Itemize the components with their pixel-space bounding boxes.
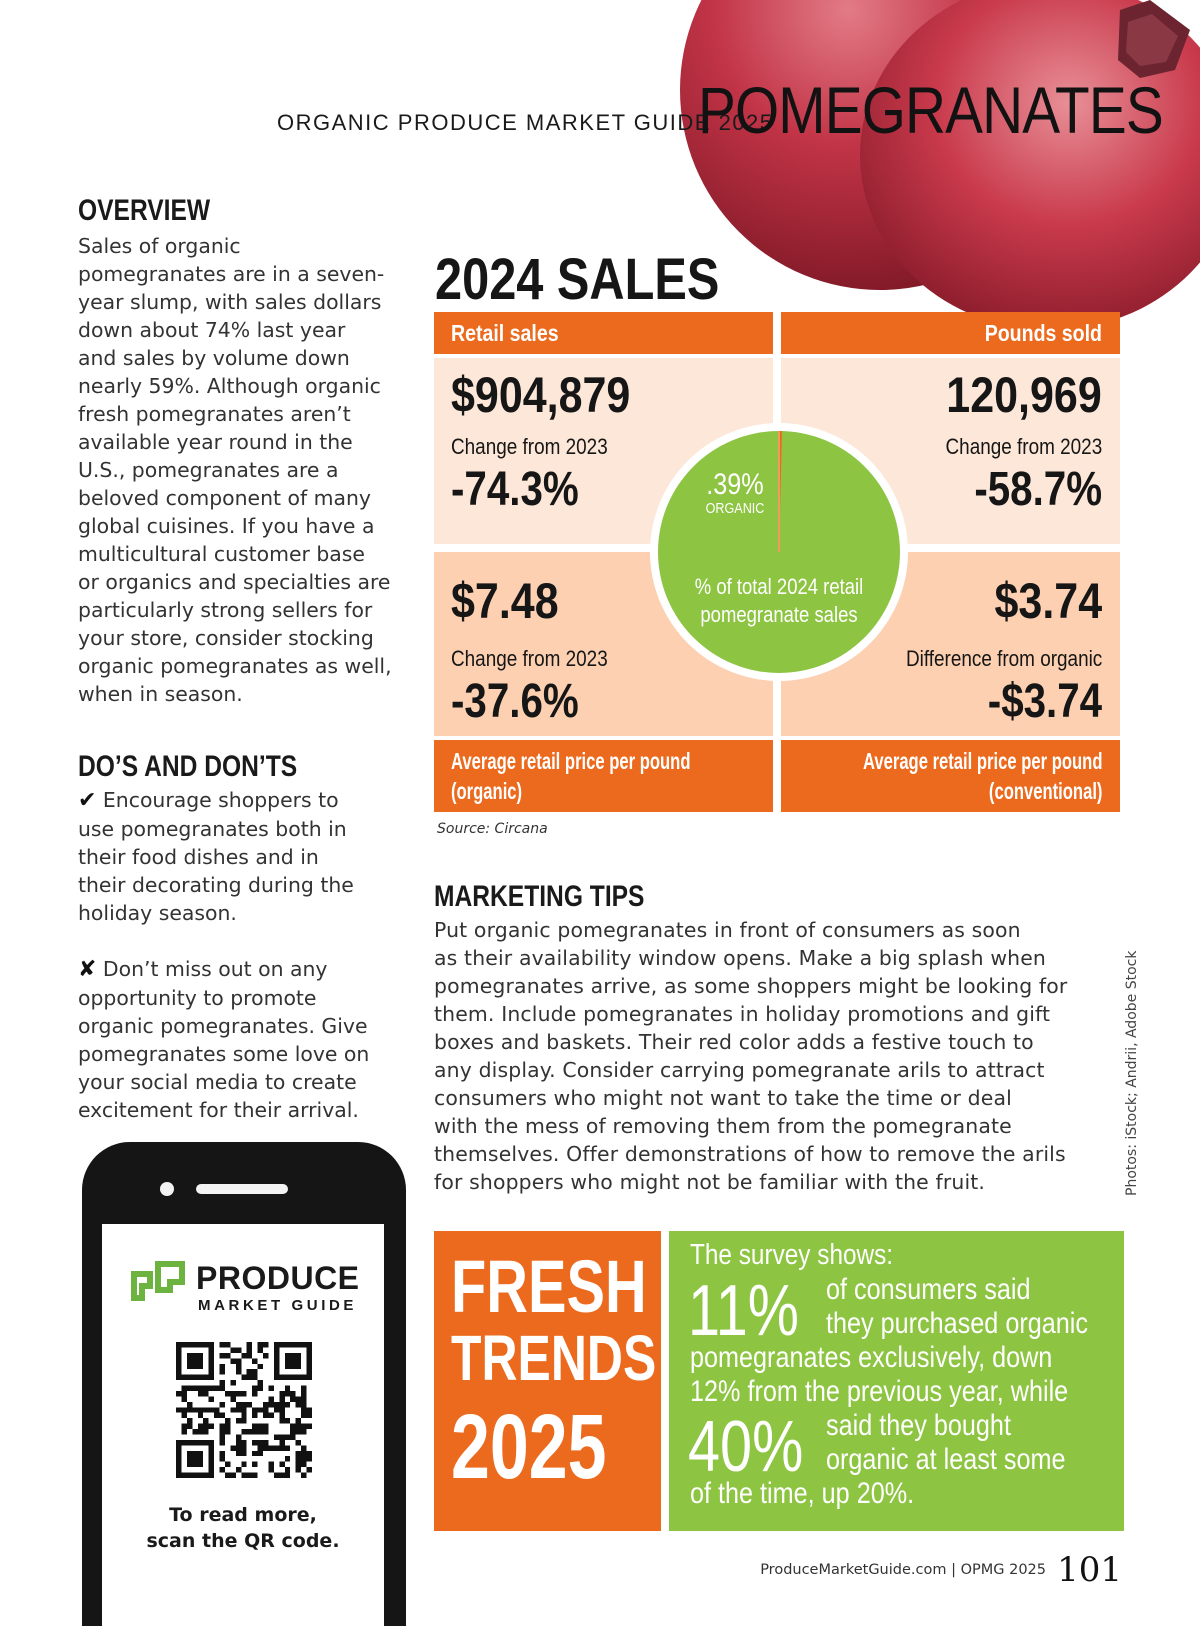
phone-screen (102, 1224, 384, 1626)
caption-line: To read more, (169, 1504, 317, 1526)
pie-percent-block (700, 469, 770, 517)
retail-sales-value: $904,879 (451, 367, 631, 423)
text-line: fresh pomegranates aren’t (78, 402, 351, 426)
qr-code[interactable] (176, 1342, 312, 1478)
text-line: as their availability window opens. Make a big splash when (434, 946, 1047, 970)
qr-caption (102, 1502, 384, 1554)
overview-text (78, 232, 408, 708)
survey-text-line: said they bought (826, 1409, 1011, 1442)
difference-value: -$3.74 (987, 675, 1102, 728)
text-line: organic pomegranates. Give (78, 1014, 368, 1038)
text-line: multicultural customer base (78, 542, 365, 566)
pie-graphic (648, 421, 910, 683)
text-line: opportunity to promote (78, 986, 317, 1010)
text-line: Don’t miss out on any (102, 957, 328, 981)
marketing-tips-text (434, 916, 1114, 1196)
text-line: holiday season. (78, 901, 237, 925)
text-line: organic pomegranates as well, (78, 654, 392, 678)
text-line: beloved component of many (78, 486, 371, 510)
survey-stat-40: 40% (688, 1407, 804, 1487)
text-line: particularly strong sellers for (78, 598, 373, 622)
organic-price-footer (434, 740, 773, 812)
label-line: (conventional) (988, 778, 1102, 804)
text-line: with the mess of removing them from the pomegranate (434, 1114, 1012, 1138)
conventional-price-footer (781, 740, 1120, 812)
text-line: Sales of organic (78, 234, 241, 258)
checkmark-icon: ✔ (78, 788, 97, 813)
change-label: Change from 2023 (451, 434, 608, 459)
guide-title: ORGANIC PRODUCE MARKET GUIDE 2025 (277, 110, 774, 135)
pounds-sold-change: -58.7% (974, 463, 1102, 516)
footer-site: ProduceMarketGuide.com | OPMG 2025 (760, 1562, 1046, 1578)
text-line: their food dishes and in (78, 845, 319, 869)
pie-percent: .39% (706, 468, 764, 501)
survey-box (669, 1231, 1124, 1531)
text-line: year slump, with sales dollars (78, 290, 382, 314)
text-line: available year round in the (78, 430, 353, 454)
phone-qr-promo (82, 1142, 406, 1626)
survey-text-line: of the time, up 20%. (690, 1477, 915, 1510)
overview-section (78, 194, 408, 708)
text-line: Put organic pomegranates in front of consumers as soon (434, 918, 1021, 942)
retail-sales-change: -74.3% (451, 463, 579, 516)
phone-camera-icon (160, 1182, 174, 1196)
organic-price-value: $7.48 (451, 573, 559, 629)
text-line: boxes and baskets. Their red color adds a festive touch to (434, 1030, 1034, 1054)
label-line: Average retail price per pound (451, 748, 691, 774)
page-number: 101 (1057, 1550, 1122, 1590)
caption-line: scan the QR code. (146, 1530, 340, 1552)
organic-share-pie (648, 421, 910, 683)
text-line: when in season. (78, 682, 243, 706)
text-line: use pomegranates both in (78, 817, 347, 841)
do-tip (78, 786, 398, 927)
logo-word-produce: PRODUCE (196, 1260, 360, 1296)
marketing-tips-section (434, 880, 1114, 1196)
text-line: them. Include pomegranates in holiday promotions and gift (434, 1002, 1051, 1026)
pie-percent-label: ORGANIC (705, 500, 765, 517)
text-line: consumers who might not want to take the time or deal (434, 1086, 1012, 1110)
text-line: global cuisines. If you have a (78, 514, 375, 538)
text-line: their decorating during the (78, 873, 354, 897)
pounds-sold-header (781, 312, 1120, 354)
retail-sales-label: Retail sales (451, 320, 559, 346)
survey-text-line: 12% from the previous year, while (690, 1375, 1069, 1408)
source-note: Source: Circana (437, 821, 548, 837)
logo-word-market-guide: MARKET GUIDE (198, 1297, 358, 1314)
cross-icon: ✘ (78, 957, 97, 982)
text-line: excitement for their arrival. (78, 1098, 359, 1122)
change-label: Change from 2023 (451, 646, 608, 671)
text-line: for shoppers who might not be familiar with the fruit. (434, 1170, 986, 1194)
text-line: your social media to create (78, 1070, 357, 1094)
organic-price-change: -37.6% (451, 675, 579, 728)
fresh-trends-box (434, 1231, 661, 1531)
retail-sales-header (434, 312, 773, 354)
text-line: U.S., pomegranates are a (78, 458, 339, 482)
change-label: Change from 2023 (945, 434, 1102, 459)
survey-text-line: of consumers said (826, 1273, 1031, 1306)
phone-speaker-icon (196, 1184, 288, 1194)
text-line: themselves. Offer demonstrations of how to remove the arils (434, 1142, 1066, 1166)
pounds-sold-value: 120,969 (946, 367, 1102, 423)
text-line: down about 74% last year (78, 318, 346, 342)
photo-credit: Photos: iStock; Andrii, Adobe Stock (1124, 950, 1140, 1196)
text-line: and sales by volume down (78, 346, 350, 370)
conventional-price-label (820, 746, 1102, 806)
conventional-price-value: $3.74 (994, 573, 1102, 629)
organic-price-label (451, 746, 733, 806)
text-line: any display. Consider carrying pomegranate arils to attract (434, 1058, 1045, 1082)
page-title: POMEGRANATES (698, 73, 1163, 147)
text-line: your store, consider stocking (78, 626, 374, 650)
label-line: Average retail price per pound (862, 748, 1102, 774)
fresh-trends-line: FRESH (451, 1245, 647, 1328)
difference-label: Difference from organic (905, 646, 1102, 671)
produce-market-guide-logo-icon (128, 1260, 188, 1304)
text-line: pomegranates some love on (78, 1042, 370, 1066)
fresh-trends-year: 2025 (451, 1396, 607, 1498)
survey-text-line: they purchased organic (826, 1307, 1088, 1340)
survey-text-line: organic at least some (826, 1443, 1066, 1476)
pounds-sold-label: Pounds sold (984, 320, 1102, 346)
dont-tip (78, 955, 398, 1124)
overview-heading: OVERVIEW (78, 194, 211, 227)
pie-caption (648, 573, 910, 629)
dos-donts-heading: DO’S AND DON’TS (78, 750, 298, 783)
text-line: or organics and specialties are (78, 570, 391, 594)
text-line: nearly 59%. Although organic (78, 374, 381, 398)
dos-donts-text (78, 786, 398, 1124)
text-line: pomegranates arrive, as some shoppers might be looking for (434, 974, 1068, 998)
label-line: (organic) (451, 778, 523, 804)
dos-donts-section (78, 750, 398, 1124)
page-footer (760, 1550, 1122, 1590)
survey-text-line: pomegranates exclusively, down (690, 1341, 1053, 1374)
survey-intro: The survey shows: (690, 1239, 894, 1271)
fresh-trends-line: TRENDS (451, 1322, 657, 1394)
text-line: Encourage shoppers to (102, 788, 339, 812)
text-line: pomegranates are in a seven- (78, 262, 385, 286)
marketing-tips-heading: MARKETING TIPS (434, 880, 645, 913)
caption-line: pomegranate sales (700, 602, 858, 627)
survey-stat-11: 11% (688, 1271, 800, 1351)
caption-line: % of total 2024 retail (694, 574, 864, 599)
sales-heading: 2024 SALES (435, 247, 720, 312)
